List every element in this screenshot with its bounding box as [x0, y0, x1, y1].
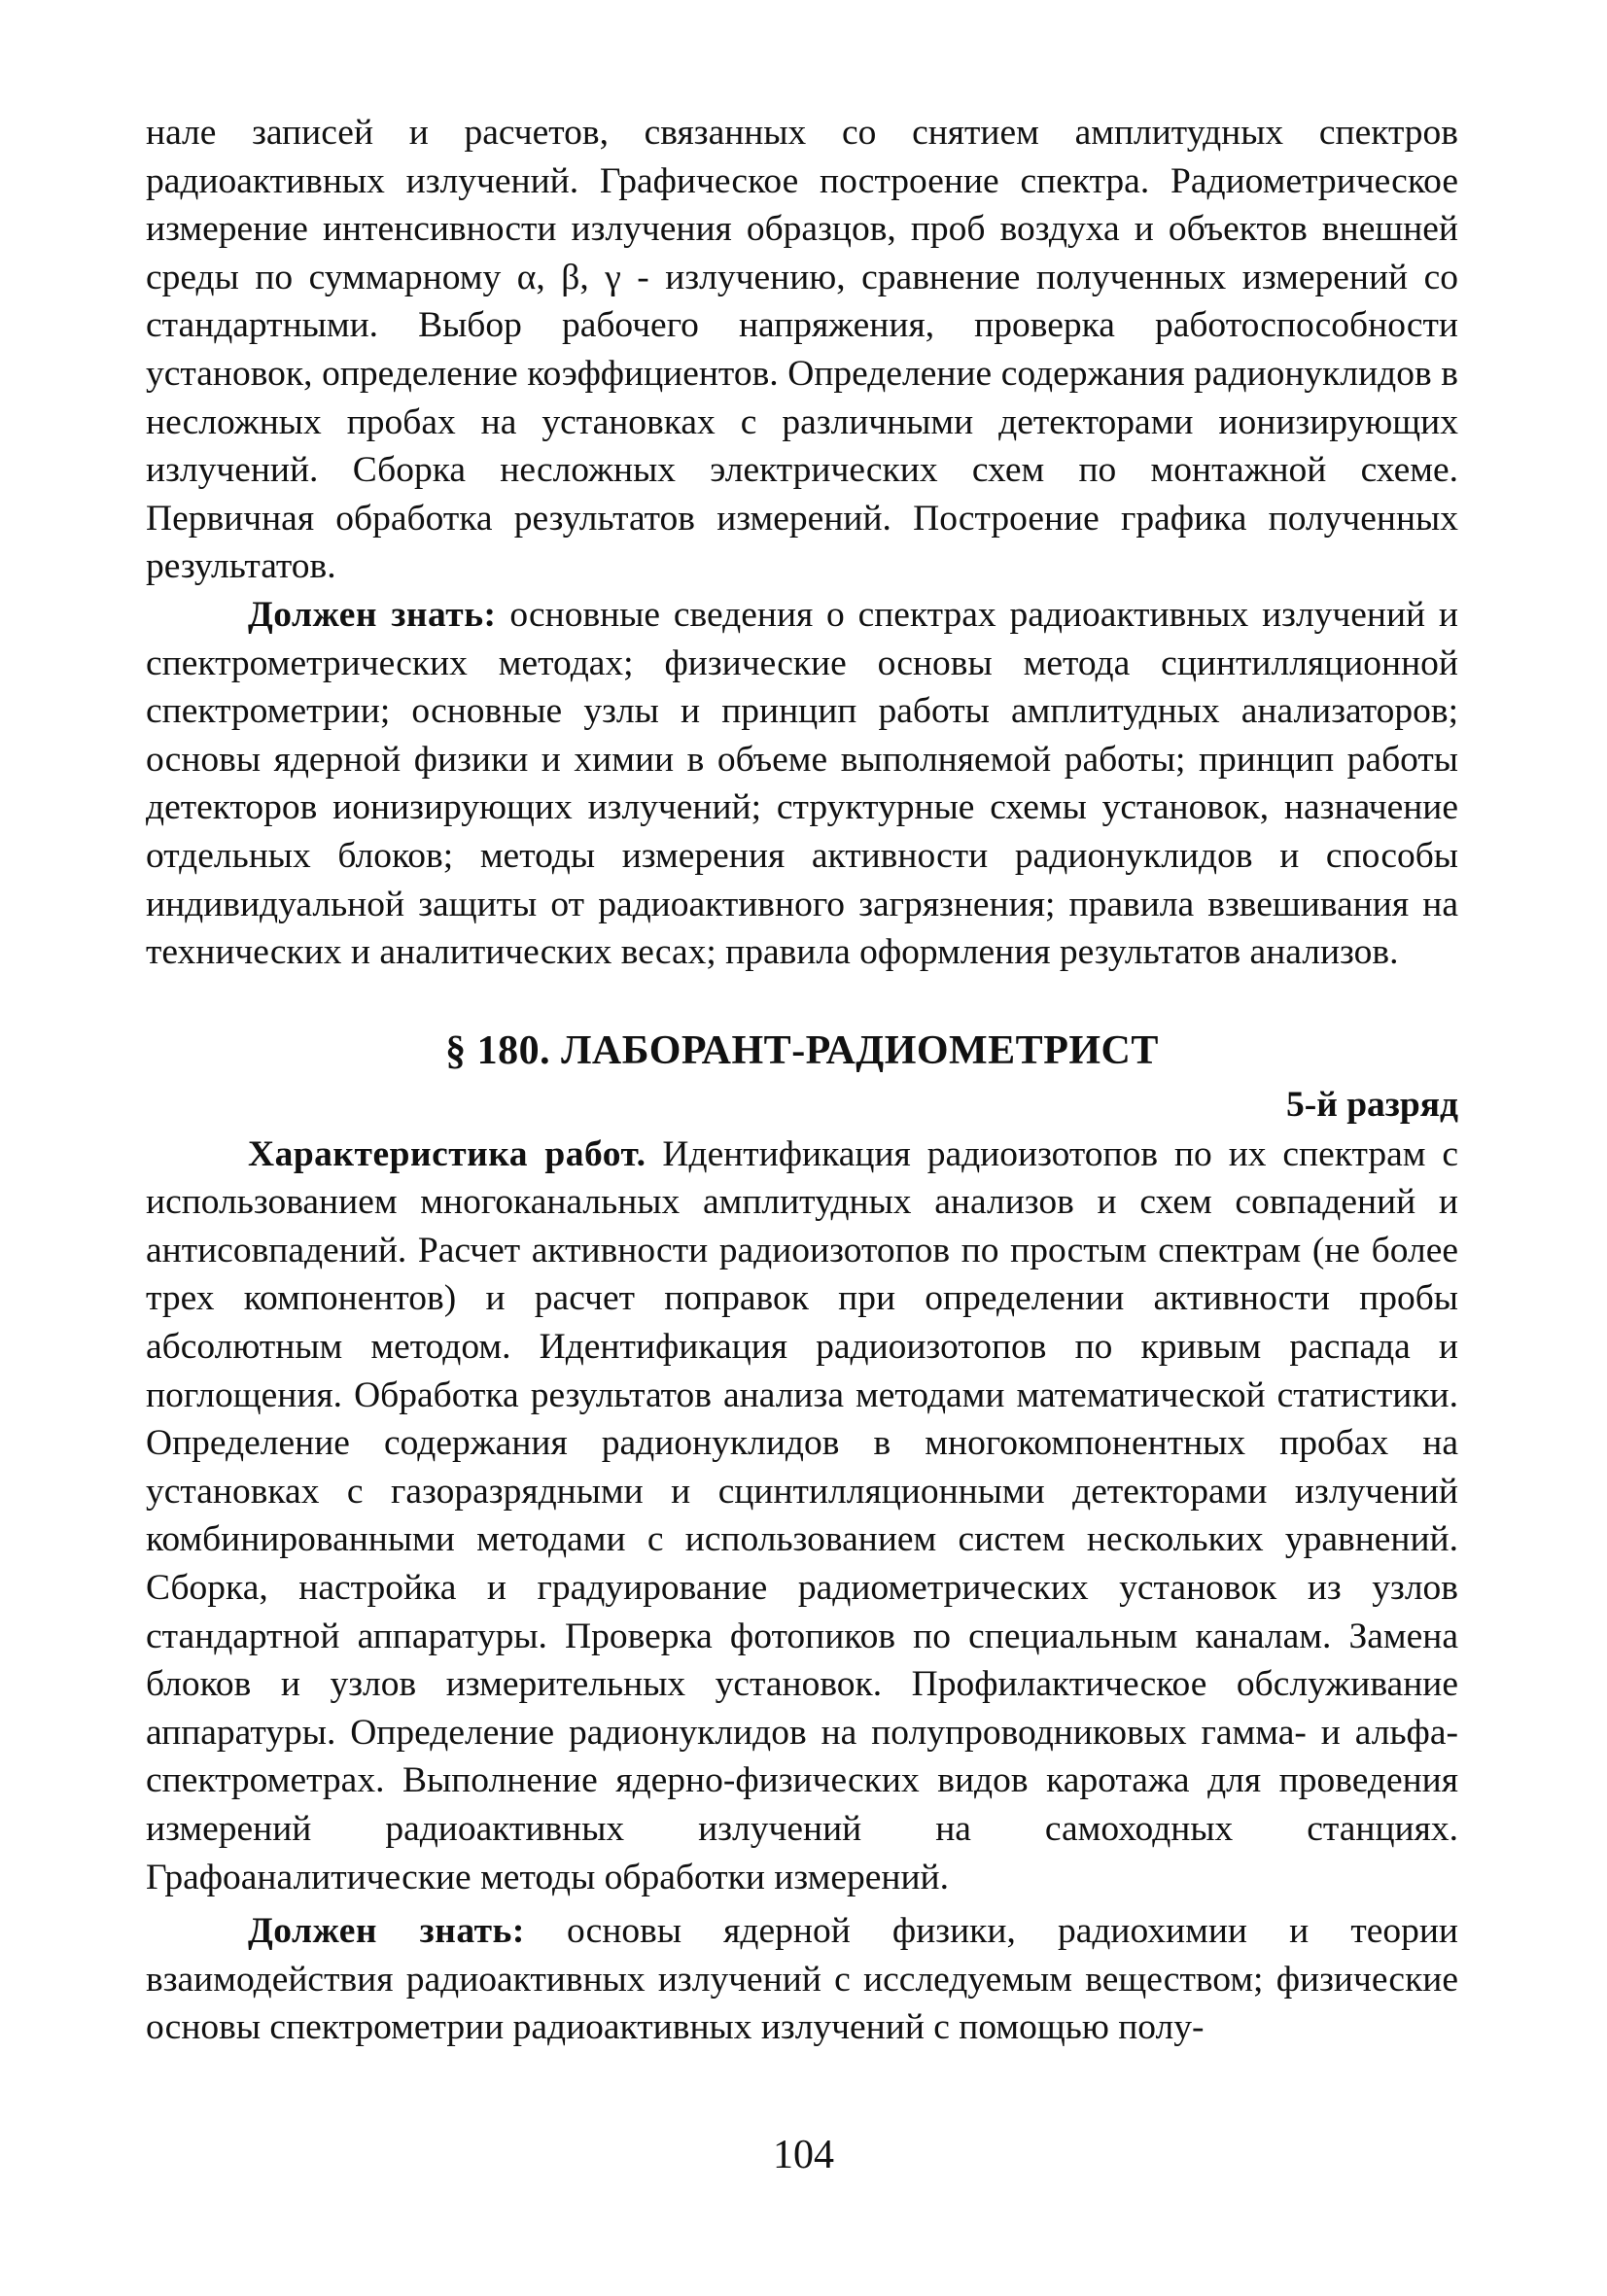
page-body — [146, 109, 1458, 2052]
characteristics-paragraph — [146, 1131, 1458, 1902]
must-know-paragraph-1 — [146, 591, 1458, 977]
must-know-label-2: Должен знать: — [248, 1911, 525, 1952]
must-know-text-1: основные сведения о спектрах радиоактивных излучений и спектрометрических методах; физические основы метода сцинтилляционной спектрометрии; основные узлы и принцип работы амплитудных анализаторов; основы ядерной физики и химии в объеме выполняемой работы; принцип работы детекторов ионизирующих излучений; структурные схемы установок, назначение отдельных блоков; методы измерения активности радионуклидов и способы индивидуальной защиты от радиоактивного загрязнения; правила взвешивания на технических и аналитических весах; правила оформления результатов анализов. — [146, 594, 1458, 973]
must-know-text-2: основы ядерной физики, радиохимии и теории взаимодействия радиоактивных излучений с исследуемым веществом; физические основы спектрометрии радиоактивных излучений с помощью полу- — [146, 1911, 1458, 2048]
must-know-paragraph-2 — [146, 1907, 1458, 2052]
intro-paragraph: нале записей и расчетов, связанных со снятием амплитудных спектров радиоактивных излучений. Графическое построение спектра. Радиометрическое измерение интенсивности излучения образцов, проб воздуха и объектов внешней среды по суммарному α, β, γ - излучению, сравнение полученных измерений со стандартными. Выбор рабочего напряжения, проверка работоспособности установок, определение коэффициентов. Определение содержания радионуклидов в несложных пробах на установках с различными детекторами ионизирующих излучений. Сборка несложных электрических схем по монтажной схеме. Первичная обработка результатов измерений. Построение графика полученных результатов. — [146, 113, 1458, 587]
characteristics-label: Характеристика работ. — [248, 1133, 646, 1174]
section-title: § 180. ЛАБОРАНТ-РАДИОМЕТРИСТ — [445, 1027, 1159, 1073]
grade-label: 5-й разряд — [1285, 1084, 1458, 1125]
characteristics-text: Идентификация радиоизотопов по их спектрам с использованием многоканальных амплитудных анализов и схем совпадений и антисовпадений. Расчет активности радиоизотопов по простым спектрам (не более трех компонентов) и расчет поправок при определении активности пробы абсолютным методом. Идентификация радиоизотопов по кривым распада и поглощения. Обработка результатов анализа методами математической статистики. Определение содержания радионуклидов в многокомпонентных пробах на установках с газоразрядными и сцинтилляционными детекторами излучений комбинированными методами с использованием систем нескольких уравнений. Сборка, настройка и градуирование радиометрических установок из узлов стандартной аппаратуры. Проверка фотопиков по специальным каналам. Замена блоков и узлов измерительных установок. Профилактическое обслуживание аппаратуры. Определение радионуклидов на полупроводниковых гамма- и альфа-спектрометрах. Выполнение ядерно-физических видов каротажа для проведения измерений радиоактивных излучений на самоходных станциях. Графоаналитические методы обработки измерений. — [146, 1133, 1459, 1897]
must-know-label-1: Должен знать: — [248, 594, 497, 635]
page-number: 104 — [773, 2133, 834, 2177]
